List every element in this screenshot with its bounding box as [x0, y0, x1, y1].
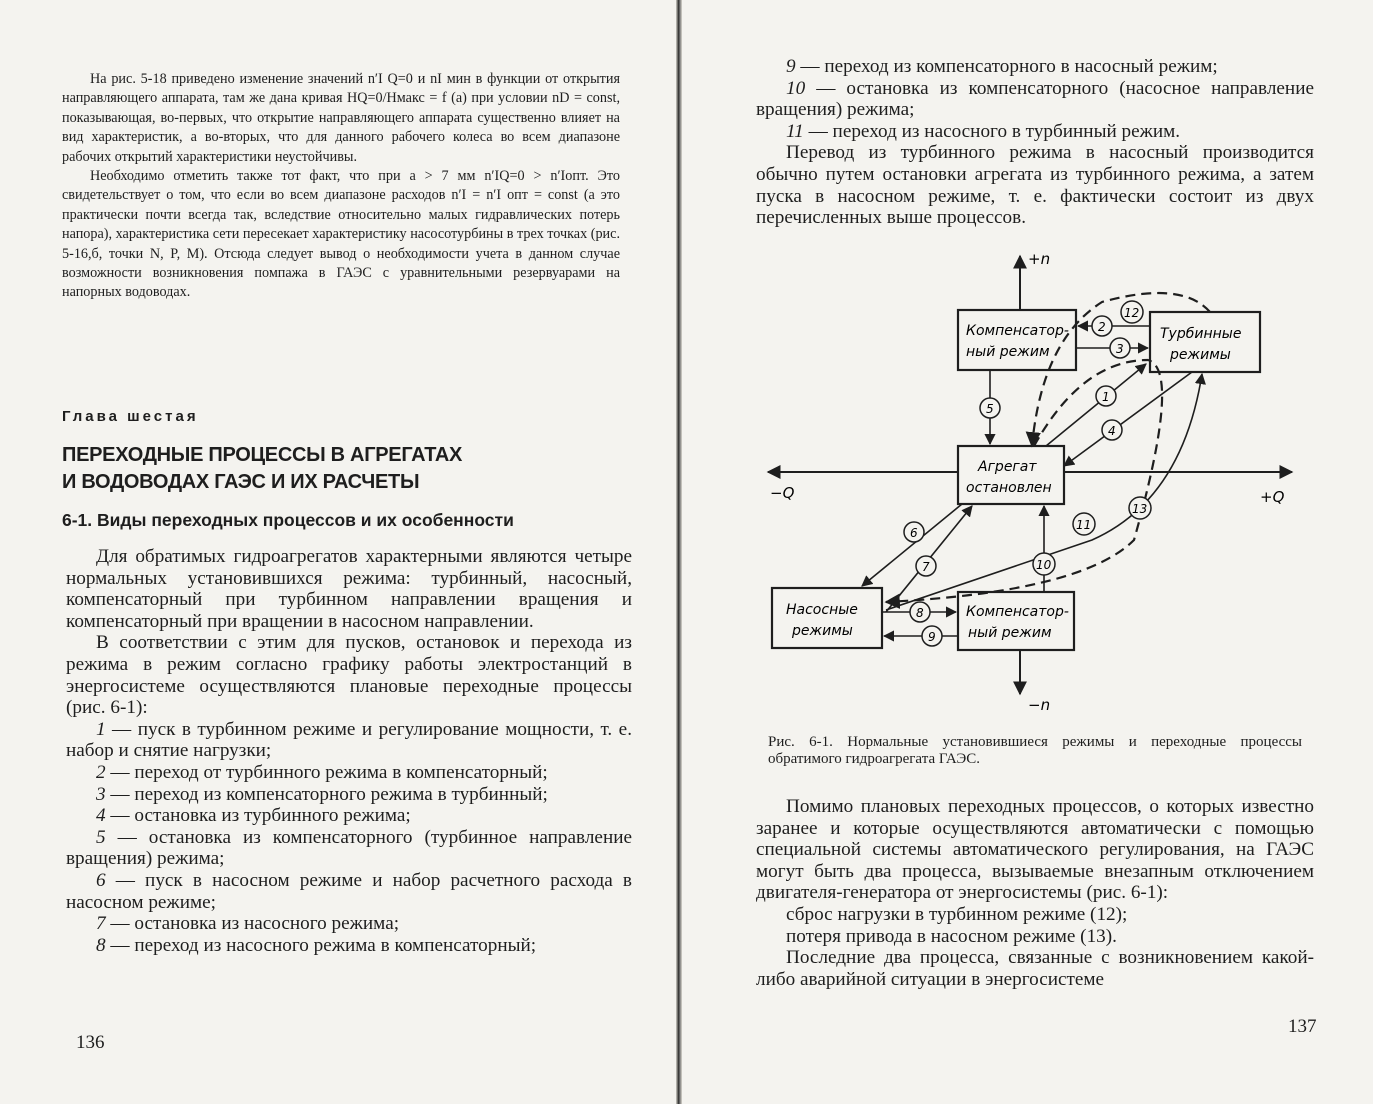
- chapter-title-line: И ВОДОВОДАХ ГАЭС И ИХ РАСЧЕТЫ: [62, 471, 420, 493]
- caption-text: Рис. 6-1. Нормальные установившиеся режимы и переходные процессы обратимого гидроагрегата ГАЭС.: [768, 734, 1302, 767]
- svg-text:1: 1: [1102, 390, 1110, 404]
- svg-text:5: 5: [986, 402, 994, 416]
- list-item-text: — пуск в насосном режиме и набор расчетного расхода в насосном режиме;: [66, 869, 632, 913]
- list-item: [66, 827, 632, 870]
- mode-diagram: [762, 240, 1302, 720]
- box-label: Турбинные: [1160, 326, 1242, 342]
- transition-number-4: [1102, 420, 1122, 440]
- paragraph: Последние два процесса, связанные с возникновением какой-либо аварийной ситуации в энергосистеме: [756, 947, 1314, 990]
- paragraph: В соответствии с этим для пусков, остановок и перехода из режима в режим согласно графику работы электростанций в энергосистеме осуществляются плановые переходные процессы (рис. 6-1):: [66, 632, 632, 719]
- list-item: [756, 56, 1314, 78]
- svg-text:4: 4: [1108, 424, 1116, 438]
- list-item-text: — остановка из насосного режима;: [105, 913, 400, 935]
- list-item-number: 7: [96, 913, 106, 935]
- svg-text:11: 11: [1076, 518, 1092, 532]
- box-compensator-turbine: [958, 310, 1076, 370]
- list-item: [756, 121, 1314, 143]
- svg-text:10: 10: [1036, 558, 1052, 572]
- transition-number-9: [922, 626, 942, 646]
- svg-text:2: 2: [1098, 320, 1106, 334]
- svg-text:8: 8: [916, 606, 924, 620]
- axis-label-minus-q: −Q: [770, 484, 795, 502]
- figure-6-1: [762, 240, 1302, 720]
- list-item-number: 1: [96, 718, 106, 740]
- axis-label-minus-n: −n: [1028, 696, 1051, 714]
- paragraph: сброс нагрузки в турбинном режиме (12);: [786, 903, 1128, 925]
- chapter-title: [62, 442, 622, 496]
- list-item: [756, 78, 1314, 121]
- transition-6: [862, 504, 962, 586]
- small-paragraph: Необходимо отметить также тот факт, что при a > 7 мм n′IQ=0 > n′Iопт. Это свидетельствует о том, что если во всем диапазоне расходов n′I = n′I опт = const (а это практически почти всегда так, вследствие относительно малых гидравлических потерь напора), характеристика сети пересекает характеристику насосотурбины в трех точках (рис. 5-16,б, точки N, P, M). Отсюда следует вывод о необходимости учета в данном случае возможности возникновения помпажа в ГАЭС с уравнительными резервуарами на напорных водоводах.: [62, 168, 620, 301]
- transition-number-1: [1096, 386, 1116, 406]
- box-label: Компенсатор-: [966, 323, 1069, 339]
- list-item-text: — остановка из турбинного режима;: [105, 805, 411, 827]
- transition-number-7: [916, 556, 936, 576]
- chapter-title-line: ПЕРЕХОДНЫЕ ПРОЦЕССЫ В АГРЕГАТАХ: [62, 444, 463, 466]
- list-item-number: 9: [786, 56, 796, 77]
- transition-number-10: [1033, 553, 1055, 575]
- svg-text:7: 7: [922, 560, 930, 574]
- small-paragraph: На рис. 5-18 приведено изменение значений n′I Q=0 и nI мин в функции от открытия направляющего аппарата, там же дана кривая HQ=0/Hмакс = f (a) при условии nD = const, показывающая, во-первых, что открытие направляющего аппарата существенно влияет на вид характеристик, а во-вторых, что для данного рабочего колеса во всем диапазоне рабочих открытий характеристики неустойчивы.: [62, 71, 620, 165]
- box-label: режимы: [792, 623, 853, 639]
- transition-number-5: [980, 398, 1000, 418]
- list-item: [66, 870, 632, 913]
- box-label: ный режим: [966, 344, 1050, 360]
- paragraph: Перевод из турбинного режима в насосный производится обычно путем остановки агрегата из турбинного режима, а затем пуска в насосном режиме, т. е. фактически состоит из двух перечисленных выше процессов.: [756, 142, 1314, 229]
- small-print-block: [62, 70, 620, 303]
- main-text-right-bottom: [756, 796, 1314, 990]
- box-label: Агрегат: [978, 459, 1037, 475]
- list-item-text: — переход из компенсаторного в насосный режим;: [795, 56, 1218, 77]
- axis-label-plus-n: +n: [1028, 250, 1051, 268]
- list-item-number: 2: [96, 761, 106, 783]
- chapter-label: Глава шестая: [62, 408, 199, 425]
- svg-text:12: 12: [1124, 306, 1140, 320]
- list-item-number: 10: [786, 77, 806, 99]
- box-label: остановлен: [966, 480, 1052, 496]
- list-item-number: 8: [96, 934, 106, 956]
- section-title: 6-1. Виды переходных процессов и их особенности: [62, 510, 514, 530]
- left-page: [0, 0, 676, 1104]
- list-item-number: 11: [786, 120, 804, 142]
- svg-text:6: 6: [910, 526, 918, 540]
- axis-label-plus-q: +Q: [1260, 488, 1285, 506]
- list-item-text: — остановка из компенсаторного (насосное направление вращения) режима;: [756, 77, 1314, 121]
- figure-caption: [768, 734, 1302, 768]
- box-turbine-modes: [1150, 312, 1260, 372]
- transition-number-8: [910, 602, 930, 622]
- box-label: режимы: [1170, 347, 1231, 363]
- main-text-right-top: [756, 56, 1314, 229]
- list-item: [66, 805, 632, 827]
- transition-number-3: [1110, 338, 1130, 358]
- list-item-text: — переход из насосного режима в компенсаторный;: [105, 934, 537, 956]
- transition-number-13: [1129, 497, 1151, 519]
- transition-number-6: [904, 522, 924, 542]
- box-label: Насосные: [786, 602, 858, 618]
- page-number: 137: [1288, 1016, 1317, 1037]
- list-item: [66, 762, 632, 784]
- main-text-left: [66, 546, 632, 956]
- list-item-number: 5: [96, 826, 106, 848]
- transition-number-11: [1073, 513, 1095, 535]
- list-item: [66, 935, 632, 957]
- svg-text:13: 13: [1132, 502, 1148, 516]
- list-item-number: 6: [96, 869, 106, 891]
- paragraph: Помимо плановых переходных процессов, о которых известно заранее и которые осуществляются автоматически с помощью специальной системы автоматического регулирования, на ГАЭС могут быть два процесса, вызываемые внезапным отключением двигателя-генератора от энергосистемы (рис. 6-1):: [756, 796, 1314, 904]
- box-pump-modes: [772, 588, 882, 648]
- list-item-text: — переход от турбинного режима в компенсаторный;: [105, 761, 548, 783]
- list-item-number: 3: [96, 783, 106, 805]
- transition-4: [1064, 372, 1192, 466]
- svg-text:9: 9: [928, 630, 936, 644]
- paragraph: Для обратимых гидроагрегатов характерными являются четыре нормальных установившихся режима: турбинный, насосный, компенсаторный при турбинном направлении вращения и компенсаторный при вращении в насосном направлении.: [66, 546, 632, 632]
- list-item: [66, 784, 632, 806]
- page-number: 136: [76, 1032, 105, 1053]
- list-item-text: — остановка из компенсаторного (турбинное направление вращения) режима;: [66, 826, 632, 870]
- box-label: Компенсатор-: [966, 604, 1069, 620]
- paragraph: потеря привода в насосном режиме (13).: [786, 925, 1117, 947]
- transition-number-2: [1092, 316, 1112, 336]
- list-item-number: 4: [96, 805, 106, 827]
- list-item-text: — пуск в турбинном режиме и регулирование мощности, т. е. набор и снятие нагрузки;: [66, 718, 632, 762]
- box-compensator-pump: [958, 592, 1074, 650]
- list-item-text: — переход из насосного в турбинный режим.: [803, 120, 1181, 142]
- transition-number-12: [1121, 301, 1143, 323]
- svg-text:3: 3: [1116, 342, 1124, 356]
- list-item-text: — переход из компенсаторного режима в турбинный;: [105, 783, 548, 805]
- list-item: [66, 913, 632, 935]
- list-item: [66, 719, 632, 762]
- box-label: ный режим: [968, 625, 1052, 641]
